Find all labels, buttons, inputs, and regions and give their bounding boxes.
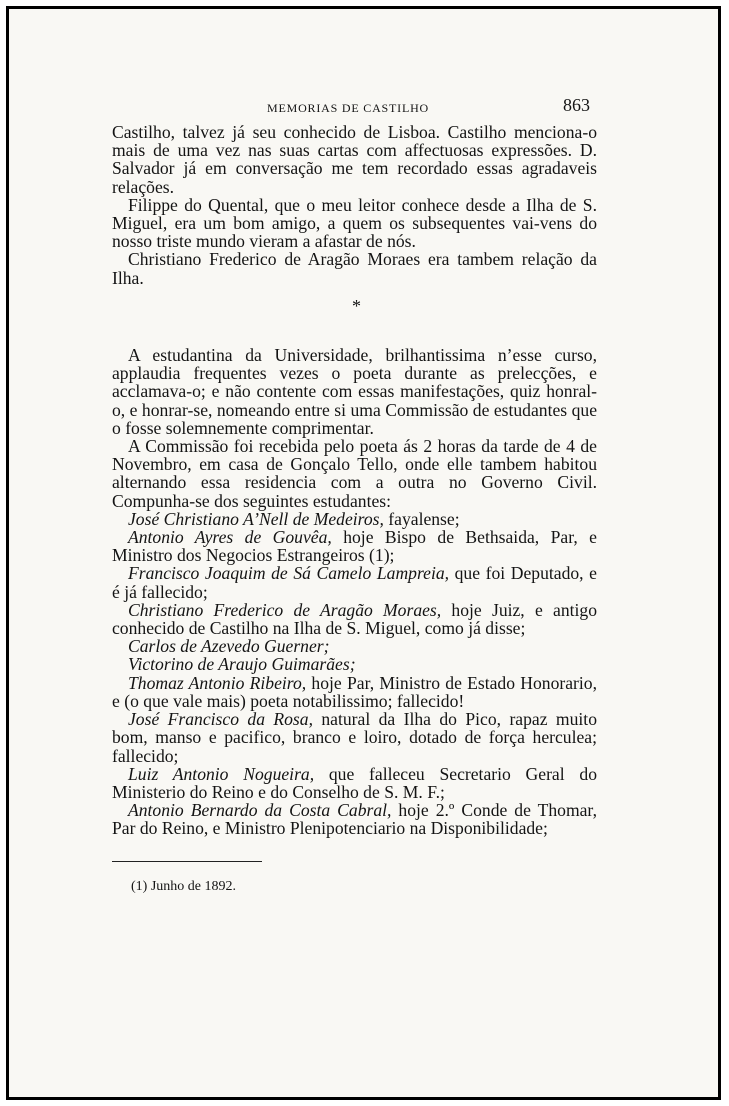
student-detail: hoje Bispo de Bethsaida, Par, e Ministro dos Negocios Estrangeiros (1);	[112, 527, 597, 566]
student-name: Antonio Ayres de Gouvêa,	[128, 527, 332, 548]
student-name: Luiz Antonio Nogueira,	[128, 763, 315, 784]
student-entry	[112, 710, 597, 765]
student-detail: que foi Deputado, e é já fallecido;	[112, 563, 597, 602]
student-detail: hoje 2.º Conde de Thomar, Par do Reino, e Ministro Plenipotenciario na Disponibilidade;	[112, 800, 597, 839]
book-page	[112, 89, 597, 895]
student-detail: natural da Ilha do Pico, rapaz muito bom, manso e pacifico, branco e loiro, dotado de força herculea; fallecido;	[112, 709, 597, 766]
paragraph-4: A estudantina da Universidade, brilhantissima n’esse curso, applaudia frequentes vezes o poeta durante as prelecções, e acclamava-o; e não contente com essas manifestações, quiz honral-o, e honrar-se, nomeando entre si uma Commissão de estudantes que o fosse solemnemente comprimentar.	[112, 345, 597, 438]
student-entry	[112, 510, 597, 528]
student-entry	[112, 674, 597, 710]
footnote-divider	[112, 861, 262, 862]
student-detail: hoje Juiz, e antigo conhecido de Castilho na Ilha de S. Miguel, como já disse;	[112, 599, 597, 639]
student-entry	[112, 528, 597, 564]
paragraph-3: Christiano Frederico de Aragão Moraes era tambem relação da Ilha.	[112, 249, 597, 288]
student-name: Victorino de Araujo Guimarães;	[128, 654, 356, 675]
student-name: Carlos de Azevedo Guerner;	[128, 636, 330, 657]
student-detail: hoje Par, Ministro de Estado Honorario, e (o que vale mais) poeta notabilissimo; fallecido!	[112, 672, 597, 711]
student-name: Thomaz Antonio Ribeiro,	[128, 672, 307, 693]
page-number: 863	[563, 95, 590, 115]
student-name: Christiano Frederico de Aragão Moraes,	[128, 599, 442, 620]
paragraph-5: A Commissão foi recebida pelo poeta ás 2 horas da tarde de 4 de Novembro, em casa de Gonçalo Tello, onde elle tambem habitou alternando essa residencia com a outra no Governo Civil. Compunha-se dos seguintes estudantes:	[112, 436, 597, 511]
student-detail: fayalense;	[383, 508, 460, 529]
paragraph-1: Castilho, talvez já seu conhecido de Lisboa. Castilho menciona-o mais de uma vez nas suas cartas com affectuosas expressões. D. Salvador já em conversação me tem recordado essas agradaveis relações.	[112, 122, 597, 197]
paragraph-2: Filippe do Quental, que o meu leitor conhece desde a Ilha de S. Miguel, era um bom amigo, a quem os subsequentes vai-vens do nosso triste mundo vieram a afastar de nós.	[112, 194, 597, 252]
student-name: Antonio Bernardo da Costa Cabral,	[128, 800, 392, 821]
footnote: (1) Junho de 1892.	[131, 878, 236, 894]
student-entry	[112, 765, 597, 801]
student-entry	[112, 801, 597, 837]
student-name: José Christiano A’Nell de Medeiros,	[128, 508, 384, 529]
student-entry	[112, 655, 597, 673]
running-head	[112, 89, 597, 123]
body-text	[112, 123, 597, 838]
student-name: Francisco Joaquim de Sá Camelo Lampreia,	[128, 563, 450, 584]
student-detail: que falleceu Secretario Geral do Ministerio do Reino e do Conselho de S. M. F.;	[112, 763, 597, 802]
running-title: MEMORIAS DE CASTILHO	[267, 101, 430, 115]
section-separator: *	[352, 295, 361, 316]
student-name: José Francisco da Rosa,	[128, 709, 313, 730]
student-entry	[112, 601, 597, 637]
page-frame	[6, 6, 721, 1100]
student-entry	[112, 637, 597, 655]
student-entry	[112, 564, 597, 600]
